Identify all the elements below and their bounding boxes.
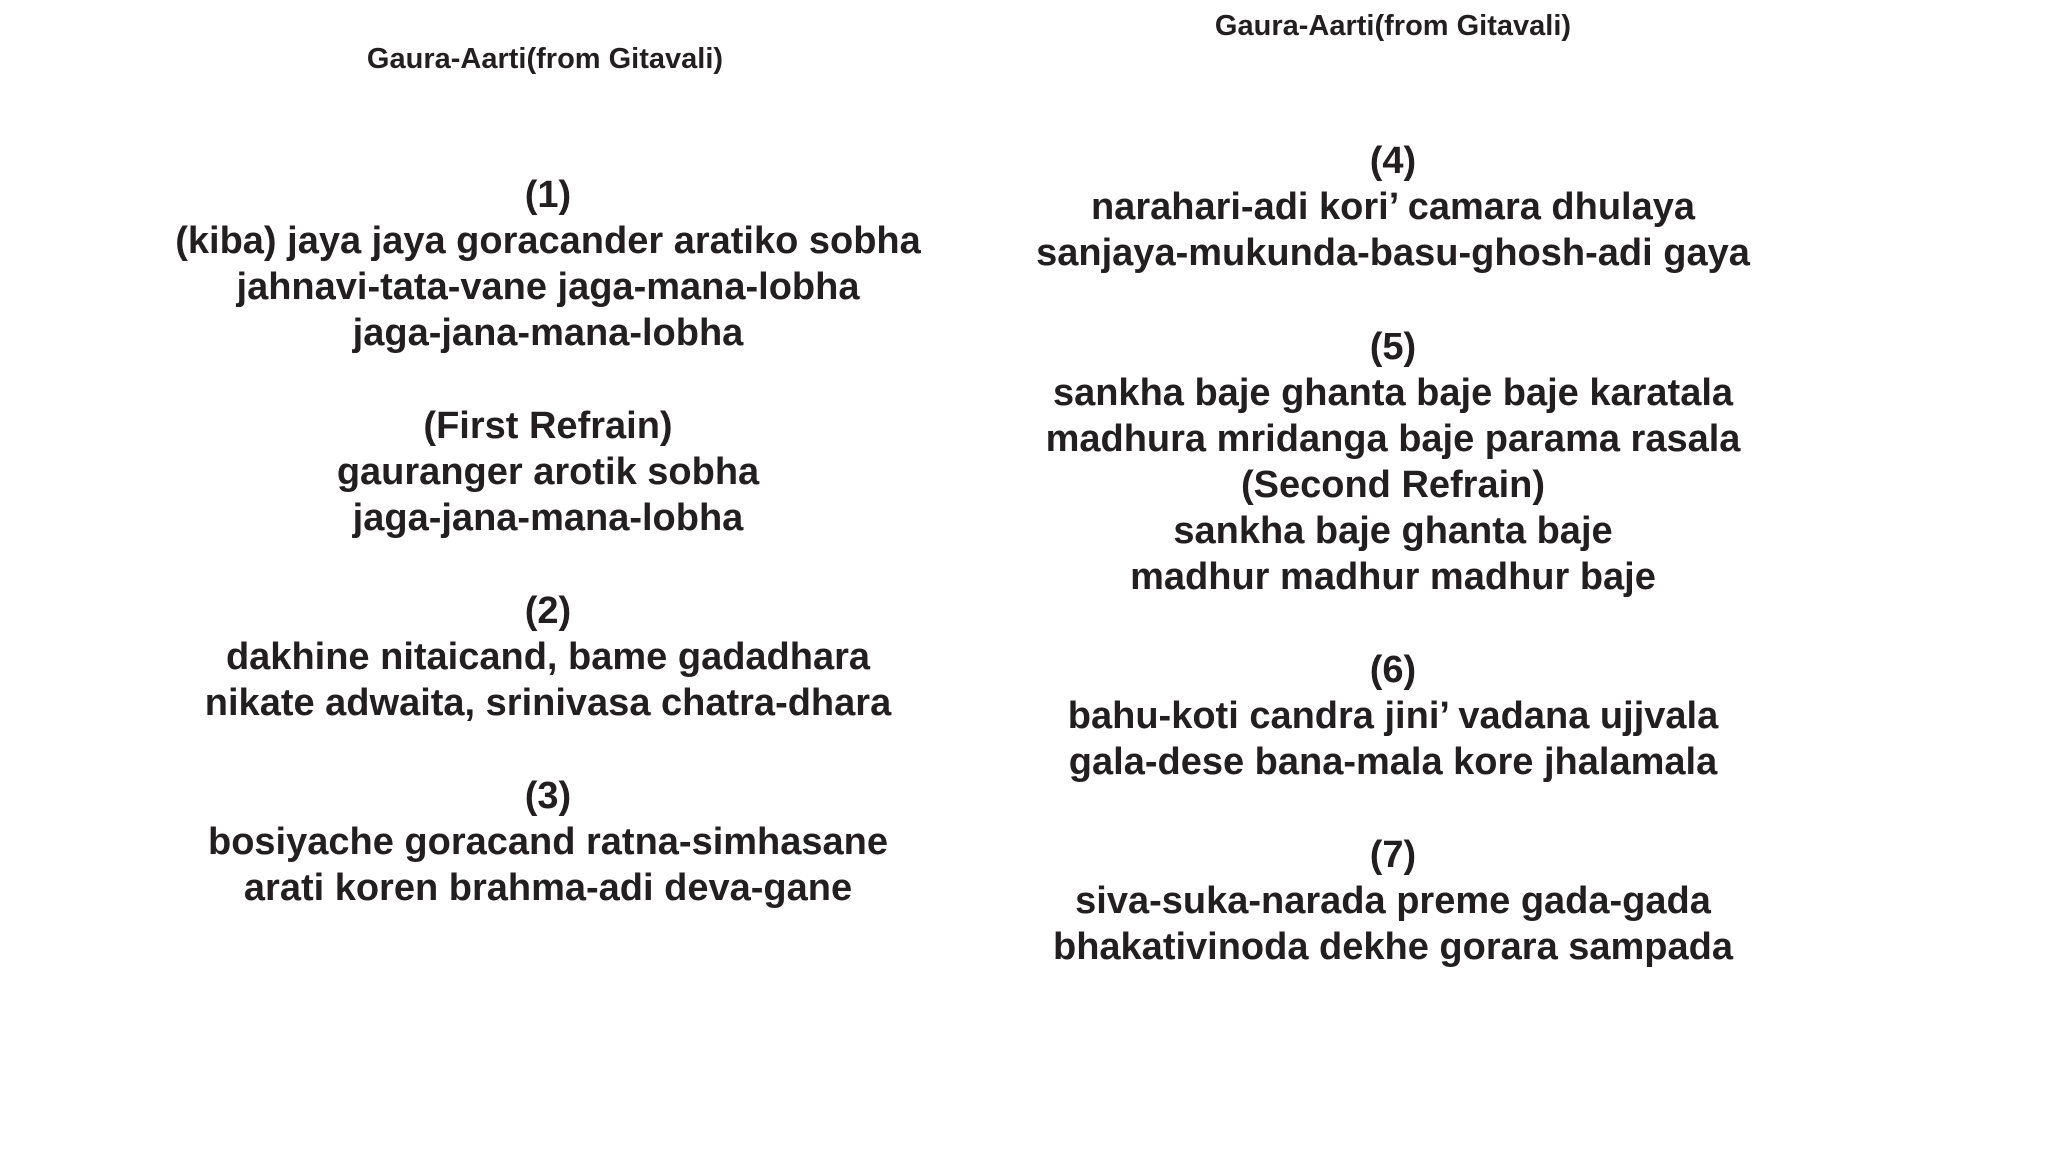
page-title-right: Gaura-Aarti(from Gitavali) <box>1214 10 1572 42</box>
verse-line: (kiba) jaya jaya goracander aratiko sobha <box>175 220 921 262</box>
verse-line: siva-suka-narada preme gada-gada <box>1075 880 1711 922</box>
verse-line: jahnavi-tata-vane jaga-mana-lobha <box>236 266 860 308</box>
verse-line: bahu-koti candra jini’ vadana ujjvala <box>1067 695 1719 737</box>
verse-number: (2) <box>524 590 572 632</box>
verse-number: (1) <box>524 174 572 216</box>
verse-line: sankha baje ghanta baje <box>1173 510 1613 552</box>
verse-line: bosiyache goracand ratna-simhasane <box>207 821 889 863</box>
refrain-heading: (Second Refrain) <box>1240 464 1546 506</box>
verse-line: jaga-jana-mana-lobha <box>352 497 744 539</box>
verse-line: sanjaya-mukunda-basu-ghosh-adi gaya <box>1036 232 1750 274</box>
verse-line: gala-dese bana-mala kore jhalamala <box>1068 741 1718 783</box>
verse-line: bhakativinoda dekhe gorara sampada <box>1052 926 1734 968</box>
verse-number: (7) <box>1369 834 1417 876</box>
verse-line: madhur madhur madhur baje <box>1130 556 1656 598</box>
verse-line: narahari-adi kori’ camara dhulaya <box>1090 186 1696 228</box>
verse-number: (3) <box>524 775 572 817</box>
verse-number: (4) <box>1369 140 1417 182</box>
verse-line: jaga-jana-mana-lobha <box>352 312 744 354</box>
verse-number: (5) <box>1369 326 1417 368</box>
verse-line: madhura mridanga baje parama rasala <box>1045 418 1741 460</box>
verse-line: gauranger arotik sobha <box>336 451 760 493</box>
verse-line: sankha baje ghanta baje baje karatala <box>1052 372 1734 414</box>
verse-line: nikate adwaita, srinivasa chatra-dhara <box>204 682 892 724</box>
verse-line: dakhine nitaicand, bame gadadhara <box>225 636 871 678</box>
verse-number: (6) <box>1369 649 1417 691</box>
page-title-left: Gaura-Aarti(from Gitavali) <box>366 43 724 75</box>
refrain-heading: (First Refrain) <box>423 405 673 447</box>
verse-line: arati koren brahma-adi deva-gane <box>243 867 853 909</box>
